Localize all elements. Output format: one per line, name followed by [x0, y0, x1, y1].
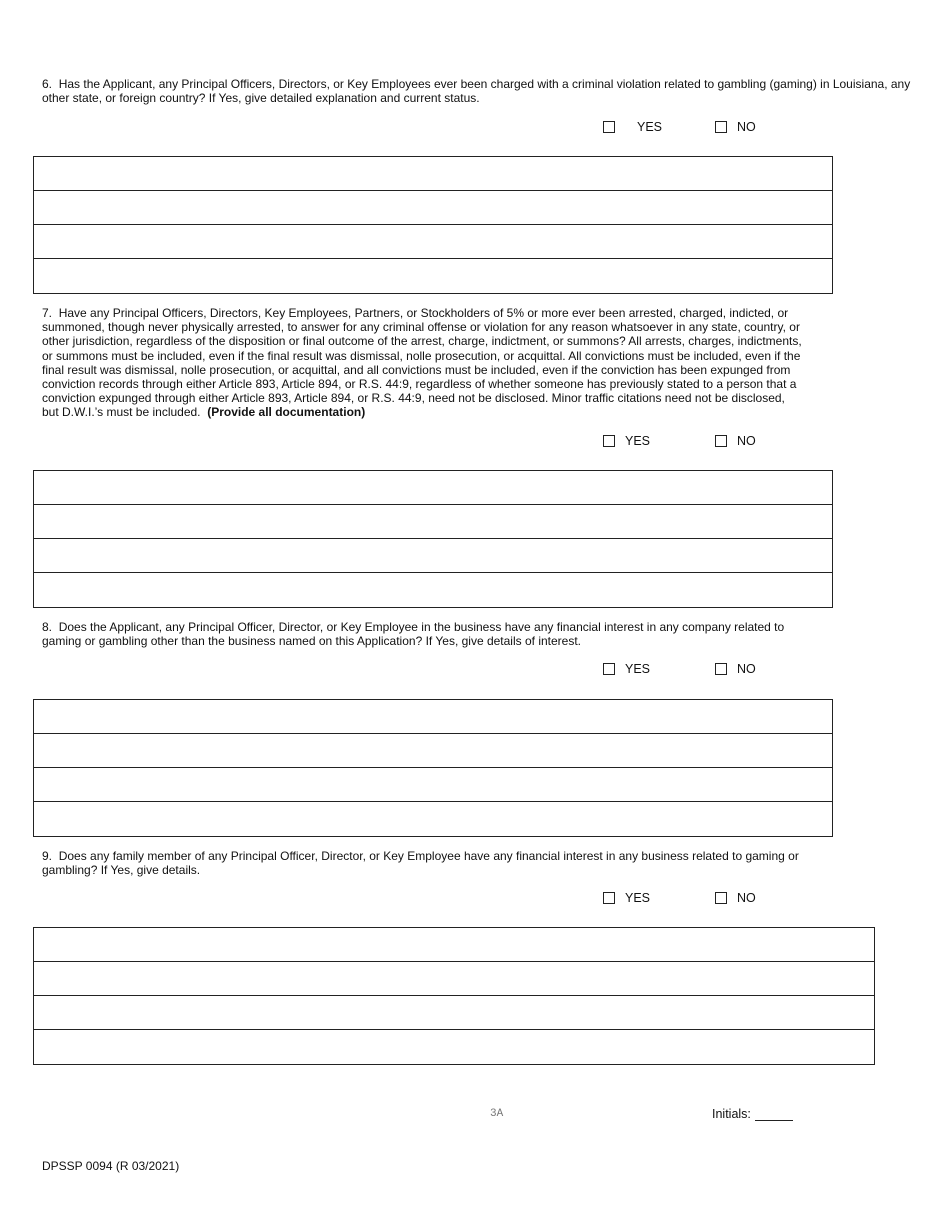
- answer-line[interactable]: [34, 259, 832, 293]
- answer-line[interactable]: [34, 802, 832, 836]
- answer-line[interactable]: [34, 157, 832, 191]
- question-6-answer-line-4[interactable]: [34, 259, 832, 293]
- question-6-answer-line-2[interactable]: [34, 191, 832, 224]
- question-9-answer-line-1[interactable]: [34, 928, 874, 961]
- question-8-no-option[interactable]: [715, 662, 756, 676]
- question-7-no-label: NO: [737, 434, 756, 448]
- question-7-no-option[interactable]: [715, 434, 756, 448]
- question-7-answer-line-3[interactable]: [34, 539, 832, 572]
- question-8-answer-box: [33, 699, 833, 837]
- question-6-text: 6. Has the Applicant, any Principal Officers, Directors, or Key Employees ever been charged with a criminal violation related to gambling (gaming) in Louisiana, any other state, or foreign country? If Yes, give detailed explanation and current status.: [42, 77, 911, 106]
- page-number: 3A: [490, 1108, 504, 1120]
- question-9-no-option[interactable]: [715, 891, 756, 905]
- initials-label: Initials:: [712, 1107, 751, 1121]
- question-7-yes-checkbox[interactable]: [603, 435, 615, 447]
- question-9-no-checkbox[interactable]: [715, 892, 727, 904]
- question-8-no-label: NO: [737, 662, 756, 676]
- question-8-yes-label: YES: [625, 662, 651, 676]
- question-8-yes-checkbox[interactable]: [603, 663, 615, 675]
- answer-line[interactable]: [34, 471, 832, 505]
- question-6-no-option[interactable]: [715, 120, 756, 134]
- question-6-yes-checkbox[interactable]: [603, 121, 615, 133]
- question-7-text: 7. Have any Principal Officers, Directors, Key Employees, Partners, or Stockholders of 5% or more ever been arrested, charged, indicted, or summoned, though never physically arrested, to answer for any criminal offense or violation for any reason whatsoever in any state, country, or other jurisdiction, regardless of the disposition or final outcome of the arrest, charge, indictment, or summons? All arrests, charges, indictments, or summons must be included, even if the final result was dismissal, nolle prosecution, or acquittal. All convictions must be included, even if the final result was dismissal, nolle prosecution, or acquittal, and all convictions must be included, even if the conviction has been expunged from conviction records through either Article 893, Article 894, or R.S. 44:9, regardless of whether someone has previously stated to a person that a conviction expunged through either Article 893, Article 894, or R.S. 44:9, need not be disclosed. Minor traffic citations need not be disclosed, but D.W.I.’s must be included. (Provide all documentation): [42, 306, 802, 420]
- question-9-yes-option[interactable]: [603, 891, 650, 905]
- question-8-text: 8. Does the Applicant, any Principal Officer, Director, or Key Employee in the business have any financial interest in any company related to gaming or gambling other than the business named on this Application? If Yes, give details of interest.: [42, 620, 785, 649]
- question-7-bold-note: (Provide all documentation): [207, 405, 366, 420]
- question-7-answer-line-4[interactable]: [34, 573, 832, 607]
- question-6-answer-box: [33, 156, 833, 294]
- question-8-yes-option[interactable]: [603, 662, 650, 676]
- form-id: DPSSP 0094 (R 03/2021): [42, 1159, 180, 1173]
- question-8-answer-line-3[interactable]: [34, 768, 832, 801]
- answer-line[interactable]: [34, 700, 832, 734]
- question-7-yes-option[interactable]: [603, 434, 650, 448]
- question-6-yes-label: YES: [637, 120, 663, 134]
- question-9-no-label: NO: [737, 891, 756, 905]
- question-9-yes-checkbox[interactable]: [603, 892, 615, 904]
- answer-line[interactable]: [34, 225, 832, 259]
- initials-input-line[interactable]: [755, 1108, 793, 1121]
- question-7-answer-line-1[interactable]: [34, 471, 832, 504]
- question-7-answer-line-2[interactable]: [34, 505, 832, 538]
- question-6-answer-line-3[interactable]: [34, 225, 832, 258]
- answer-line[interactable]: [34, 996, 874, 1030]
- question-6-yes-option[interactable]: [603, 120, 662, 134]
- question-9-answer-box: [33, 927, 875, 1065]
- question-8-answer-line-4[interactable]: [34, 802, 832, 836]
- question-9-text: 9. Does any family member of any Principal Officer, Director, or Key Employee have any financial interest in any business related to gaming or gambling? If Yes, give details.: [42, 849, 799, 878]
- answer-line[interactable]: [34, 191, 832, 225]
- question-6-answer-line-1[interactable]: [34, 157, 832, 190]
- answer-line[interactable]: [34, 962, 874, 996]
- answer-line[interactable]: [34, 1030, 874, 1064]
- question-8-no-checkbox[interactable]: [715, 663, 727, 675]
- question-9-yes-label: YES: [625, 891, 651, 905]
- question-9-answer-line-3[interactable]: [34, 996, 874, 1029]
- answer-line[interactable]: [34, 505, 832, 539]
- answer-line[interactable]: [34, 573, 832, 607]
- answer-line[interactable]: [34, 928, 874, 962]
- question-7-yes-label: YES: [625, 434, 651, 448]
- answer-line[interactable]: [34, 768, 832, 802]
- answer-line[interactable]: [34, 539, 832, 573]
- question-9-answer-line-2[interactable]: [34, 962, 874, 995]
- question-7-no-checkbox[interactable]: [715, 435, 727, 447]
- question-6-no-label: NO: [737, 120, 756, 134]
- question-8-answer-line-1[interactable]: [34, 700, 832, 733]
- question-6-no-checkbox[interactable]: [715, 121, 727, 133]
- question-9-answer-line-4[interactable]: [34, 1030, 874, 1064]
- question-7-answer-box: [33, 470, 833, 608]
- question-8-answer-line-2[interactable]: [34, 734, 832, 767]
- initials-field: [712, 1107, 793, 1121]
- answer-line[interactable]: [34, 734, 832, 768]
